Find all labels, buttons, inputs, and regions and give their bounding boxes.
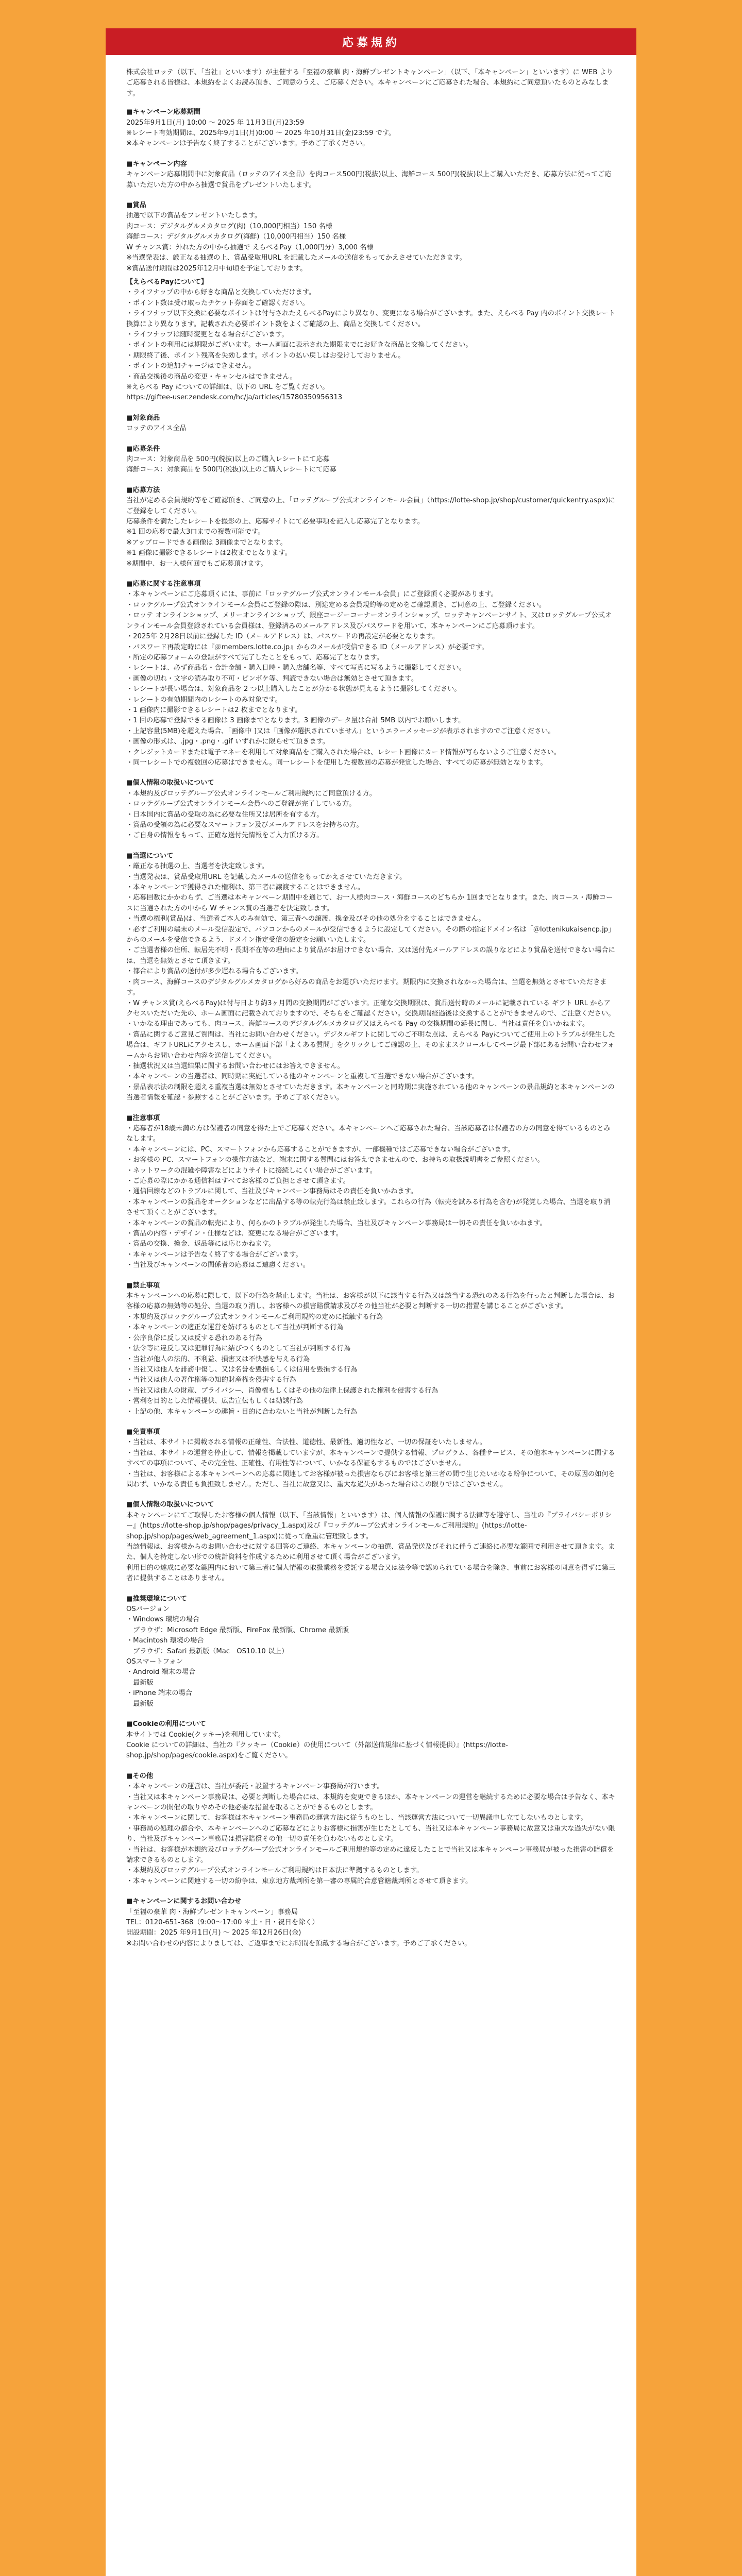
section-title: ■キャンペーン内容 [126, 160, 187, 168]
section-line: ・営利を目的とした情報提供、広告宣伝もしくは勧誘行為 [126, 1397, 303, 1405]
subsection-line: ・期限終了後、ポイント残高を失効します。ポイントの払い戻しはお受けしておりません。 [126, 351, 405, 360]
section-line: ・本キャンペーンにご応募頂くには、事前に「ロッテグループ公式オンラインモール会員」にご登録頂く必要があります。 [126, 590, 498, 599]
section-line: ・本規約及びロッテグループ公式オンラインモールご利用規約は日本法に準拠するものとします。 [126, 1867, 424, 1875]
section-line: ・当社又は他人を誹謗中傷し、又は名誉を毀損もしくは信用を毀損する行為 [126, 1365, 358, 1374]
section-line: ・Android 端末の場合 [126, 1668, 196, 1676]
rules-section [126, 1594, 616, 1709]
subsection-line: https://giftee-user.zendesk.com/hc/ja/articles/15780350956313 [126, 394, 343, 402]
section-line: ・本キャンペーンの適正な運営を妨げるものとして当社が判断する行為 [126, 1324, 344, 1332]
subsection-line: ※えらべる Pay についての詳細は、以下の URL をご覧ください。 [126, 383, 329, 391]
section-line: ・ロッテグループ公式オンラインモール会員へのご登録が完了している方。 [126, 800, 356, 808]
section-line: ・肉コース、海鮮コースのデジタルグルメカタログから好みの商品をお選びいただけます。期限内に交換されなかった場合は、当選を無効とさせていただきます。 [126, 978, 607, 997]
section-line: 当該情報は、お客様からのお問い合わせに対する回答のご連絡、本キャンペーンの抽選、賞品発送及びそれに伴うご連絡に必要な範囲で利用させて頂きます。また、個人を特定しない形での統計資料を作成するために利用させて頂く場合がございます。 [126, 1543, 615, 1562]
rules-section [126, 1771, 616, 1887]
section-line: ※1 回の応募で最大3口までの複数可能です。 [126, 528, 265, 536]
section-line: ・公序良俗に反し又は反する恐れのある行為 [126, 1334, 262, 1342]
section-line: ・クレジットカードまたは電子マネーを利用して対象商品をご購入された場合は、レシート画像にカード情報が写らないようご注意ください。 [126, 748, 561, 756]
rules-section [126, 444, 616, 476]
section-line: ・当社又は他人の著作権等の知的財産権を侵害する行為 [126, 1376, 296, 1384]
section-line: ・ネットワークの混雑や障害などによりサイトに接続しにくい場合がございます。 [126, 1166, 377, 1175]
section-line: ・本キャンペーンに関して、お客様は本キャンペーン事務局の運営方法に従うものとし、当該運営方法について一切異議申し立てしないものとします。 [126, 1814, 587, 1822]
section-line: ・厳正なる抽選の上、当選者を決定致します。 [126, 862, 268, 871]
section-line: ・同一レシートでの複数回の応募はできません。同一レシートを使用した複数回の応募が発覚した場合、すべての応募が無効となります。 [126, 758, 547, 767]
section-line: ・応募回数にかかわらず、ご当選は本キャンペーン期間中を通じて、お一人様肉コース・海鮮コースのどちらか 1回までとなります。また、肉コース・海鮮コースに当選された方の中から W チャンス賞の当選者を決定致します。 [126, 894, 613, 912]
section-line: ・iPhone 端末の場合 [126, 1689, 192, 1698]
subsection-title: 【えらべるPayについて】 [126, 278, 208, 286]
intro-text: 株式会社ロッテ（以下、「当社」といいます）が主催する「至福の豪華 肉・海鮮プレゼントキャンペーン」（以下、「本キャンペーン」といいます）に WEB よりご応募される皆様は、本規約をよくお読み頂き、ご同意のうえ、ご応募ください。本キャンペーンにご応募された場合、本規約にご同意頂いたものとみなします。 [126, 69, 613, 97]
section-line: 利用目的の達成に必要な範囲内において第三者に個人情報の取扱業務を委託する場合又は法令等で認められている場合を除き、事前にお客様の同意を得ずに第三者に提供することはありません。 [126, 1564, 615, 1583]
section-title: ■キャンペーン応募期間 [126, 108, 201, 116]
section-title: ■応募に関する注意事項 [126, 580, 201, 588]
section-line: 当社が定める会員規約等をご確認頂き、ご同意の上、「ロッテグループ公式オンラインモール会員」（https://lotte-shop.jp/shop/customer/quickentry.aspx)にご登録をしてください。 [126, 497, 615, 515]
section-title: ■賞品 [126, 201, 146, 210]
subsection-line: ・ライフナップは随時変更となる場合がございます。 [126, 330, 289, 338]
section-line: ・本キャンペーンの賞品をオークションなどに出品する等の転売行為は禁止致します。これらの行為（転売を試みる行為を含む)が発覚した場合、当選を取り消させて頂くことがございます。 [126, 1198, 611, 1217]
section-line: ・レシートは、必ず商品名・合計金額・購入日時・購入店舗名等、すべて写真に写るように撮影してください。 [126, 664, 466, 672]
section-line: ・事務局の処理の都合や、本キャンペーンへのご応募などによりお客様に損害が生じたとしても、当社又は本キャンペーン事務局に故意又は重大な過失がない限り、当社及びキャンペーン事務局は損害賠償その他一切の責任を負わないものとします。 [126, 1824, 615, 1843]
section-title: ■推奨環境について [126, 1595, 187, 1603]
section-line: Cookie についての詳細は、当社の『クッキー（Cookie）の使用について（外部送信規律に基づく情報提供）』(https://lotte-shop.jp/shop/pages/cookie.aspx)をご覧ください。 [126, 1741, 509, 1760]
section-line: ・上記の他、本キャンペーンの趣旨・目的に合わないと当社が判断した行為 [126, 1408, 358, 1416]
section-title: ■免責事項 [126, 1428, 160, 1436]
section-line: ・お客様の PC、スマートフォンの操作方法など、端末に関する質問にはお答えできませんので、お持ちの取扱説明書をご参照ください。 [126, 1156, 545, 1164]
section-line: 最新版 [126, 1700, 154, 1708]
section-line: ・当社及びキャンペーンの関係者の応募はご遠慮ください。 [126, 1261, 310, 1269]
section-line: ・1 回の応募で登録できる画像は 3 画像までとなります。3 画像のデータ量は合計 5MB 以内でお願いします。 [126, 717, 465, 725]
rules-section [126, 107, 616, 149]
section-title: ■対象商品 [126, 414, 160, 422]
section-line: ・本キャンペーンの運営は、当社が委託・設置するキャンペーン事務局が行います。 [126, 1783, 384, 1791]
section-line: ・レシートが長い場合は、対象商品を 2 つ以上購入したことが分かる状態が見えるように撮影してください。 [126, 685, 461, 693]
section-line: ・景品表示法の制限を超える重複当選は無効とさせていただきます。本キャンペーンと同時期に実施されている他のキャンペーンの景品規約と本キャンペーンの当選者情報を確認・参照することがございます。予めご了承ください。 [126, 1083, 615, 1102]
section-line: ・パスワード再設定時には『＠members.lotte.co.jp』からのメールが受信できる ID（メールアドレス）が必要です。 [126, 643, 488, 651]
rules-section [126, 413, 616, 434]
rules-section [126, 1719, 616, 1761]
section-line: ・画像の形式は、.jpg・.png・.gif いずれかに限らせて頂きます。 [126, 738, 329, 746]
section-line: ブラウザ：Safari 最新版（Mac OS10.10 以上） [126, 1647, 289, 1655]
section-line: ・画像の切れ・文字の読み取り不可・ピンボケ等、判読できない場合は無効とさせて頂きます。 [126, 674, 418, 683]
section-line: ・本規約及びロッテグループ公式オンラインモールご利用規約の定めに抵触する行為 [126, 1313, 383, 1321]
section-title: ■注意事項 [126, 1114, 160, 1122]
section-line: ・本キャンペーンに関連する一切の紛争は、東京地方裁判所を第一審の専属的合意管轄裁判所とさせて頂きます。 [126, 1877, 473, 1885]
section-title: ■キャンペーンに関するお問い合わせ [126, 1897, 242, 1906]
section-line: ・通信回線などのトラブルに関して、当社及びキャンペーン事務局はその責任を負いかねます。 [126, 1188, 417, 1196]
section-line: 最新版 [126, 1679, 154, 1687]
section-line: ・本キャンペーンの当選者は、同時期に実施している他のキャンペーンと重複して当選できない場合がございます。 [126, 1073, 479, 1081]
section-line: ※アップロードできる画像は 3画像までとなります。 [126, 538, 287, 547]
section-line: ・必ずご利用の端末のメール受信設定で、パソコンからのメールが受信できるように設定してください。その際の指定ドメイン名は「＠lottenikukaisencp.jp」からのメールを受信できるよう、ドメイン指定受信の設定をお願いいたします。 [126, 925, 615, 944]
section-line: ※1 画像に撮影できるレシートは2枚までとなります。 [126, 549, 292, 557]
section-line: 抽選で以下の賞品をプレゼントいたします。 [126, 212, 262, 220]
section-line: ・当社は、お客様が本規約及びロッテグループ公式オンラインモールご利用規約等の定めに違反したことで当社又は本キャンペーン事務局が被った損害の賠償を請求できるものとします。 [126, 1845, 614, 1864]
section-line: ※お問い合わせの内容によりましては、ご返事までにお時間を頂戴する場合がございます。予めご了承ください。 [126, 1939, 471, 1947]
section-title: ■その他 [126, 1772, 154, 1780]
section-line: ※当選発表は、厳正なる抽選の上、賞品受取用URL を記載したメールの送信をもってかえさせていただきます。 [126, 254, 466, 262]
section-line: ・1 画像内に撮影できるレシートは2 枚までとなります。 [126, 706, 302, 714]
section-line: ・本キャンペーンは予告なく終了する場合がございます。 [126, 1250, 302, 1259]
rules-section [126, 200, 616, 403]
section-line: ・日本国内に賞品の受取の為に必要な住所又は居所を有する方。 [126, 810, 324, 819]
section-line: ・賞品に関するご意見ご質問は、当社にお問い合わせください。デジタルギフトに関してのご不明な点は、えらべる Payについてご使用上のトラブルが発生した場合は、ギフトURLにアクセスし、ホーム画面下部「よくある質問」をクリックしてご確認の上、そのままスクロールしてページ最下部にあるお問い合わせフォームからお問い合わせ内容を送信してください。 [126, 1030, 615, 1060]
rules-section [126, 1500, 616, 1584]
section-line: ・当選の権利(賞品)は、当選者ご本人のみ有効で、第三者への譲渡、換金及びその他の処分をすることはできません。 [126, 915, 485, 923]
section-line: ・Macintosh 環境の場合 [126, 1637, 204, 1645]
section-line: 肉コース：対象商品を 500円(税抜)以上のご購入レシートにて応募 [126, 455, 330, 463]
rules-section [126, 579, 616, 768]
section-line: 本サイトでは Cookie(クッキー)を利用しています。 [126, 1731, 285, 1739]
section-line: ・ご応募の際にかかる通信料はすべてお客様のご負担とさせて頂きます。 [126, 1177, 350, 1185]
section-line: ・Windows 環境の場合 [126, 1616, 200, 1624]
rules-content [106, 55, 636, 1974]
section-line: W チャンス賞：外れた方の中から抽選で えらべるPay（1,000円分）3,000 名様 [126, 243, 374, 251]
section-line: ※本キャンペーンは予告なく終了することがございます。予めご了承ください。 [126, 140, 369, 148]
rules-section [126, 485, 616, 569]
section-line: 応募条件を満たしたレシートを撮影の上、応募サイトにて必要事項を記入し応募完了となります。 [126, 518, 424, 526]
rules-section [126, 159, 616, 191]
section-line: 「至福の豪華 肉・海鮮プレゼントキャンペーン」事務局 [126, 1908, 298, 1916]
section-line: キャンペーン応募期間中に対象商品（ロッテのアイス全品）を肉コース500円(税抜)以上、海鮮コース 500円(税抜)以上ご購入いただき、応募方法に従ってご応募いただいた方の中から抽選で賞品をプレゼントいたします。 [126, 171, 612, 189]
section-line: ・賞品の受領の為に必要なスマートフォン及びメールアドレスをお持ちの方。 [126, 821, 363, 829]
rules-section [126, 778, 616, 841]
section-line: ・当社又は他人の財産、プライバシー、肖像権もしくはその他の法律上保護された権利を侵害する行為 [126, 1386, 439, 1395]
section-line: ・当社は、お客様による本キャンペーンへの応募に関連してお客様が被った損害ならびにお客様と第三者の間で生じたいかなる紛争について、その原因の如何を問わず、いかなる責任も負担致しません。ただし、当社に故意又は、重大な過失があった場合はこの限りではございません。 [126, 1470, 615, 1488]
section-line: ・いかなる理由であっても、肉コース、海鮮コースのデジタルグルメカタログ又はえらべる Pay の交換期間の延長に関し、当社は責任を負いかねます。 [126, 1020, 589, 1028]
section-title: ■個人情報の取扱いについて [126, 779, 214, 787]
section-line: ・上記容量(5MB)を超えた場合、「画像中 ]又は「画像が選択されていません」というエラーメッセージが表示されますのでご注意ください。 [126, 727, 555, 735]
section-line: ・ご当選者様の住所、転居先不明・長期不在等の理由により賞品がお届けできない場合、又は送付先メールアドレスの誤りなどにより賞品を送付できない場合には、当選を無効とさせて頂きます。 [126, 946, 615, 965]
section-line: 海鮮コース：対象商品を 500円(税抜)以上のご購入レシートにて応募 [126, 466, 336, 474]
section-line: ※レシート有効期間は、2025年9月1日(月)0:00 ～ 2025 年10月31日(金)23:59 です。 [126, 129, 396, 138]
section-line: OSバージョン [126, 1605, 170, 1614]
section-line: ・当選発表は、賞品受取用URL を記載したメールの送信をもってかえさせていただきます。 [126, 873, 407, 881]
section-title: ■禁止事項 [126, 1281, 160, 1290]
rules-section [126, 1427, 616, 1490]
section-line: 開設期間：2025 年9月1日(月) ～ 2025 年12月26日(金) [126, 1929, 301, 1937]
section-line: ・ロッテ オンラインショップ、メリーオンラインショップ、銀座コージーコーナーオンラインショップ、ロッテキャンペーンサイト、又はロッテグループ公式オンラインモール会員登録されている会員様は、登録済みのメールアドレス及びパスワードを用いて、本キャンペーンにご応募頂けます。 [126, 612, 612, 630]
rules-section [126, 1113, 616, 1271]
section-line: ※賞品送付期間は2025年12月中旬頃を予定しております。 [126, 264, 307, 273]
section-title: ■応募条件 [126, 445, 160, 453]
section-line: ロッテのアイス全品 [126, 425, 187, 433]
section-line: ブラウザ：Microsoft Edge 最新版、FireFox 最新版、Chrome 最新版 [126, 1626, 349, 1634]
section-line: ・本規約及びロッテグループ公式オンラインモールご利用規約にご同意頂ける方。 [126, 789, 376, 798]
section-line: ・賞品の内容・デザイン・仕様などは、変更になる場合がございます。 [126, 1230, 343, 1238]
section-line: ・法令等に違反し又は犯罪行為に結びつくものとして当社が判断する行為 [126, 1345, 351, 1353]
section-line: ・所定の応募フォームの登録がすべて完了したことをもって、応募完了となります。 [126, 653, 383, 662]
subsection-line: ・ライフナップの中から好きな商品と交換していただけます。 [126, 289, 316, 297]
section-line: ・本キャンペーンで獲得された権利は、第三者に譲渡することはできません。 [126, 884, 365, 892]
rules-section [126, 851, 616, 1104]
section-line: 肉コース：デジタルグルメカタログ(肉)（10,000円相当）150 名様 [126, 222, 332, 230]
section-line: ・都合により賞品の送付が多少遅れる場合もございます。 [126, 968, 302, 976]
subsection-line: ・ポイント数は受け取ったチケット券面をご確認ください。 [126, 299, 309, 307]
section-title: ■Cookieの利用について [126, 1720, 206, 1728]
section-line: ※期間中、お一人様何回でもご応募頂けます。 [126, 560, 267, 568]
section-line: ・当社又は本キャンペーン事務局は、必要と判断した場合には、本規約を変更できるほか、本キャンペーンの運営を継続するために必要な場合は予告なく、本キャンペーンの開催の取りやめその他必要な措置を取ることができるものとします。 [126, 1793, 615, 1811]
page-title: 応募規約 [106, 28, 636, 55]
section-title: ■応募方法 [126, 486, 160, 494]
section-line: ・賞品の交換、換金、返品等には応じかねます。 [126, 1240, 276, 1248]
section-line: 海鮮コース：デジタルグルメカタログ(海鮮)（10,000円相当）150 名様 [126, 233, 346, 241]
section-line: ・当社が他人の法的、不利益、損害又は不快感を与える行為 [126, 1355, 310, 1363]
subsection-line: ・商品交換後の商品の変更・キャンセルはできません。 [126, 372, 297, 381]
section-line: ・ロッテグループ公式オンラインモール会員にご登録の際は、別途定める会員規約等の定めをご確認頂き、ご同意の上、ご登録ください。 [126, 601, 546, 609]
section-line: 本キャンペーンへの応募に際して、以下の行為を禁止します。当社は、お客様が以下に該当する行為又は該当する恐れのある行為を行ったと判断した場合は、お客様の応募の無効等の処分、当選の取り消し、お客様への損害賠償請求及びその他当社が必要と判断する一切の措置を講じることがございます。 [126, 1292, 615, 1311]
section-line: ・レシートの有効期間内のレシートのみ対象です。 [126, 696, 282, 704]
section-line: 2025年9月1日(月) 10:00 ～ 2025 年 11月3日(月)23:59 [126, 118, 305, 127]
rules-section [126, 1896, 616, 1949]
section-line: ・W チャンス賞(えらべるPay)は付与日より約3ヶ月間の交換期間がございます。正確な交換期限は、賞品送付時のメールに記載されている ギフト URL からアクセスいただいた先の、ホーム画面に記載されておりますので、そちらをご確認ください。交換期間経過後は交換することができませんので、ご注意ください。 [126, 999, 615, 1018]
subsection-line: ・ポイントの追加チャージはできません。 [126, 362, 256, 370]
section-line: ・本キャンペーンの賞品の転売により、何らかのトラブルが発生した場合、当社及びキャンペーン事務局は一切その責任を負いかねます。 [126, 1219, 547, 1227]
section-line: 本キャンペーンにてご取得したお客様の個人情報（以下、「当該情報」といいます）は、個人情報の保護に関する法律等を遵守し、当社の『プライバシーポリシー』(https://lotte-shop.jp/shop/pages/privacy_1.aspx)及び『ロッテグループ公式オンラインモールご利用規約』(https://lotte-shop.jp/shop/pages/web_agreement_1.aspx)に従って厳重に管理致します。 [126, 1511, 612, 1540]
subsection-line: ・ポイントの利用には期限がございます。ホーム画面に表示された期限までにお好きな商品と交換してください。 [126, 341, 473, 349]
section-title: ■当選について [126, 852, 174, 860]
section-line: ・当社は、本サイトに掲載される情報の正確性、合法性、道徳性、最新性、適切性など、一切の保証をいたしません。 [126, 1438, 486, 1447]
section-line: ・ご自身の情報をもって、正確な送付先情報をご入力頂ける方。 [126, 832, 324, 840]
rules-section [126, 1281, 616, 1417]
rules-sheet [106, 28, 636, 2576]
section-line: TEL：0120-651-368（9:00～17:00 ＊土・日・祝日を除く） [126, 1919, 319, 1926]
subsection-line: ・ライフナップ以下交換に必要なポイントは付与されたえらべるPayにより異なり、変更になる場合がございます。また、えらべる Pay 内のポイント交換レート換算により異なります。記載された必要ポイント数をよくご確認の上、商品と交換してください。 [126, 310, 616, 328]
section-line: ・抽選状況又は当選結果に関するお問い合わせにはお答えできません。 [126, 1062, 344, 1070]
section-line: ・本キャンペーンには、PC、スマートフォンから応募することができますが、一部機種ではご応募できない場合がございます。 [126, 1145, 515, 1154]
section-line: OSスマートフォン [126, 1658, 183, 1666]
section-title: ■個人情報の取扱いについて [126, 1501, 214, 1509]
section-line: ・応募者が18歳未満の方は保護者の同意を得た上でご応募ください。本キャンペーンへご応募された場合、当該応募者は保護者の方の同意を得ているものとみなします。 [126, 1124, 611, 1143]
sections-container [126, 107, 616, 1949]
section-line: ・当社は、本サイトの運営を停止して、情報を掲載していますが、本キャンペーンで提供する情報、プログラム、各種サービス、その他本キャンペーンに関するすべての事項について、その完全性、正確性、有用性等について、いかなる保証もするものではございません。 [126, 1449, 615, 1468]
section-line: ・2025年 2月28日以前に登録した ID（メールアドレス）は、パスワードの再設定が必要となります。 [126, 633, 439, 641]
